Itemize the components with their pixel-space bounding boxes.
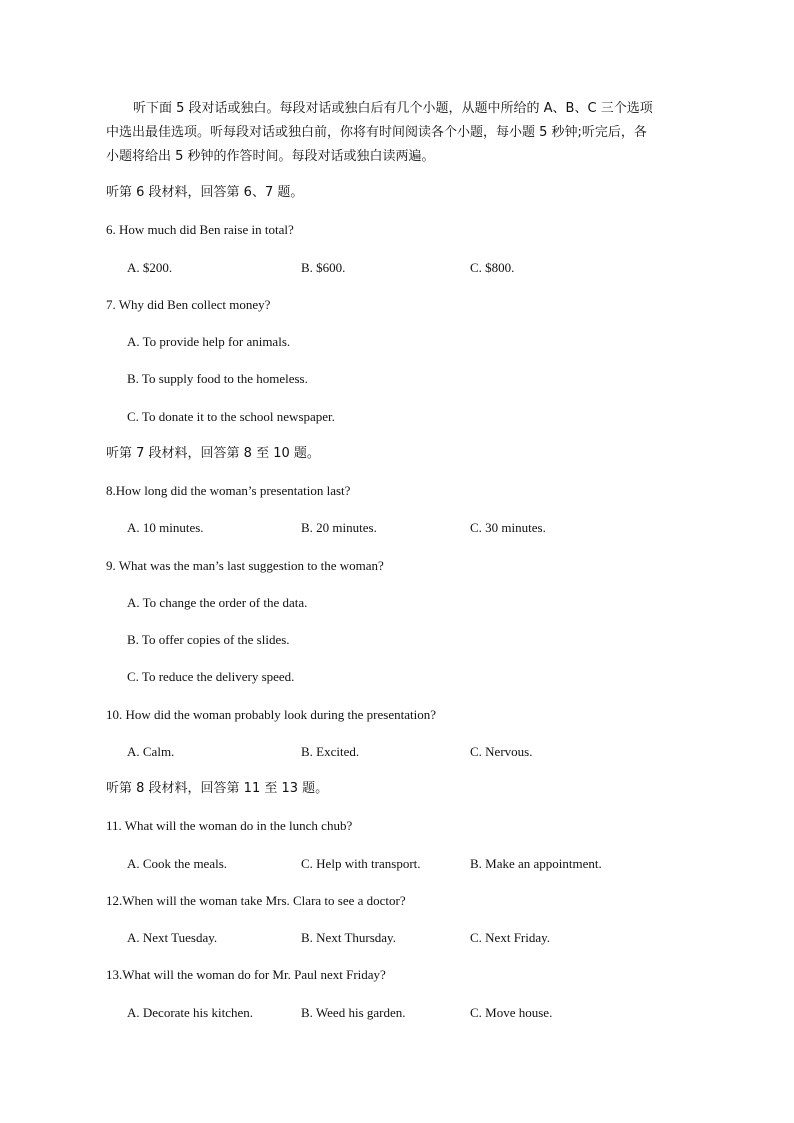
question-13-option-c: C. Move house.	[470, 1005, 553, 1020]
instructions-line-1: 听下面 5 段对话或独白。每段对话或独白后有几个小题，从题中所给的 A、B、C 三个选项	[133, 101, 653, 116]
question-9-option-c: C. To reduce the delivery speed.	[127, 669, 295, 684]
question-8-option-a: A. 10 minutes.	[127, 520, 204, 535]
question-10-stem: 10. How did the woman probably look during the presentation?	[106, 707, 436, 722]
question-7-stem: 7. Why did Ben collect money?	[106, 297, 271, 312]
question-11-stem: 11. What will the woman do in the lunch chub?	[106, 818, 353, 833]
question-11-option-c: C. Help with transport.	[301, 856, 421, 871]
question-10-option-c: C. Nervous.	[470, 744, 533, 759]
question-13-stem: 13.What will the woman do for Mr. Paul next Friday?	[106, 967, 386, 982]
question-6-option-a: A. $200.	[127, 260, 173, 275]
question-11-option-a: A. Cook the meals.	[127, 856, 228, 871]
question-8-stem: 8.How long did the woman’s presentation last?	[106, 483, 351, 498]
instructions-line-3: 小题将给出 5 秒钟的作答时间。每段对话或独白读两遍。	[106, 149, 435, 164]
question-7-option-c: C. To donate it to the school newspaper.	[127, 409, 335, 424]
question-12-option-c: C. Next Friday.	[470, 930, 551, 945]
question-13-option-b: B. Weed his garden.	[301, 1005, 406, 1020]
question-6-option-c: C. $800.	[470, 260, 515, 275]
question-9-option-a: A. To change the order of the data.	[127, 595, 308, 610]
instructions-line-2: 中选出最佳选项。听每段对话或独白前，你将有时间阅读各个小题，每小题 5 秒钟;听完后，各	[106, 125, 647, 140]
section-heading-2: 听第 7 段材料，回答第 8 至 10 题。	[106, 446, 320, 461]
question-6-stem: 6. How much did Ben raise in total?	[106, 222, 294, 237]
question-8-option-b: B. 20 minutes.	[301, 520, 377, 535]
question-10-option-a: A. Calm.	[127, 744, 175, 759]
question-9-stem: 9. What was the man’s last suggestion to the woman?	[106, 558, 384, 573]
section-heading-1: 听第 6 段材料，回答第 6、7 题。	[106, 185, 304, 200]
question-6-option-b: B. $600.	[301, 260, 346, 275]
question-8-option-c: C. 30 minutes.	[470, 520, 546, 535]
question-13-option-a: A. Decorate his kitchen.	[127, 1005, 253, 1020]
question-12-stem: 12.When will the woman take Mrs. Clara to see a doctor?	[106, 893, 406, 908]
question-10-option-b: B. Excited.	[301, 744, 360, 759]
question-7-option-b: B. To supply food to the homeless.	[127, 371, 308, 386]
question-7-option-a: A. To provide help for animals.	[127, 334, 291, 349]
question-12-option-a: A. Next Tuesday.	[127, 930, 218, 945]
question-12-option-b: B. Next Thursday.	[301, 930, 396, 945]
section-heading-3: 听第 8 段材料，回答第 11 至 13 题。	[106, 781, 329, 796]
question-11-option-b: B. Make an appointment.	[470, 856, 602, 871]
question-9-option-b: B. To offer copies of the slides.	[127, 632, 290, 647]
